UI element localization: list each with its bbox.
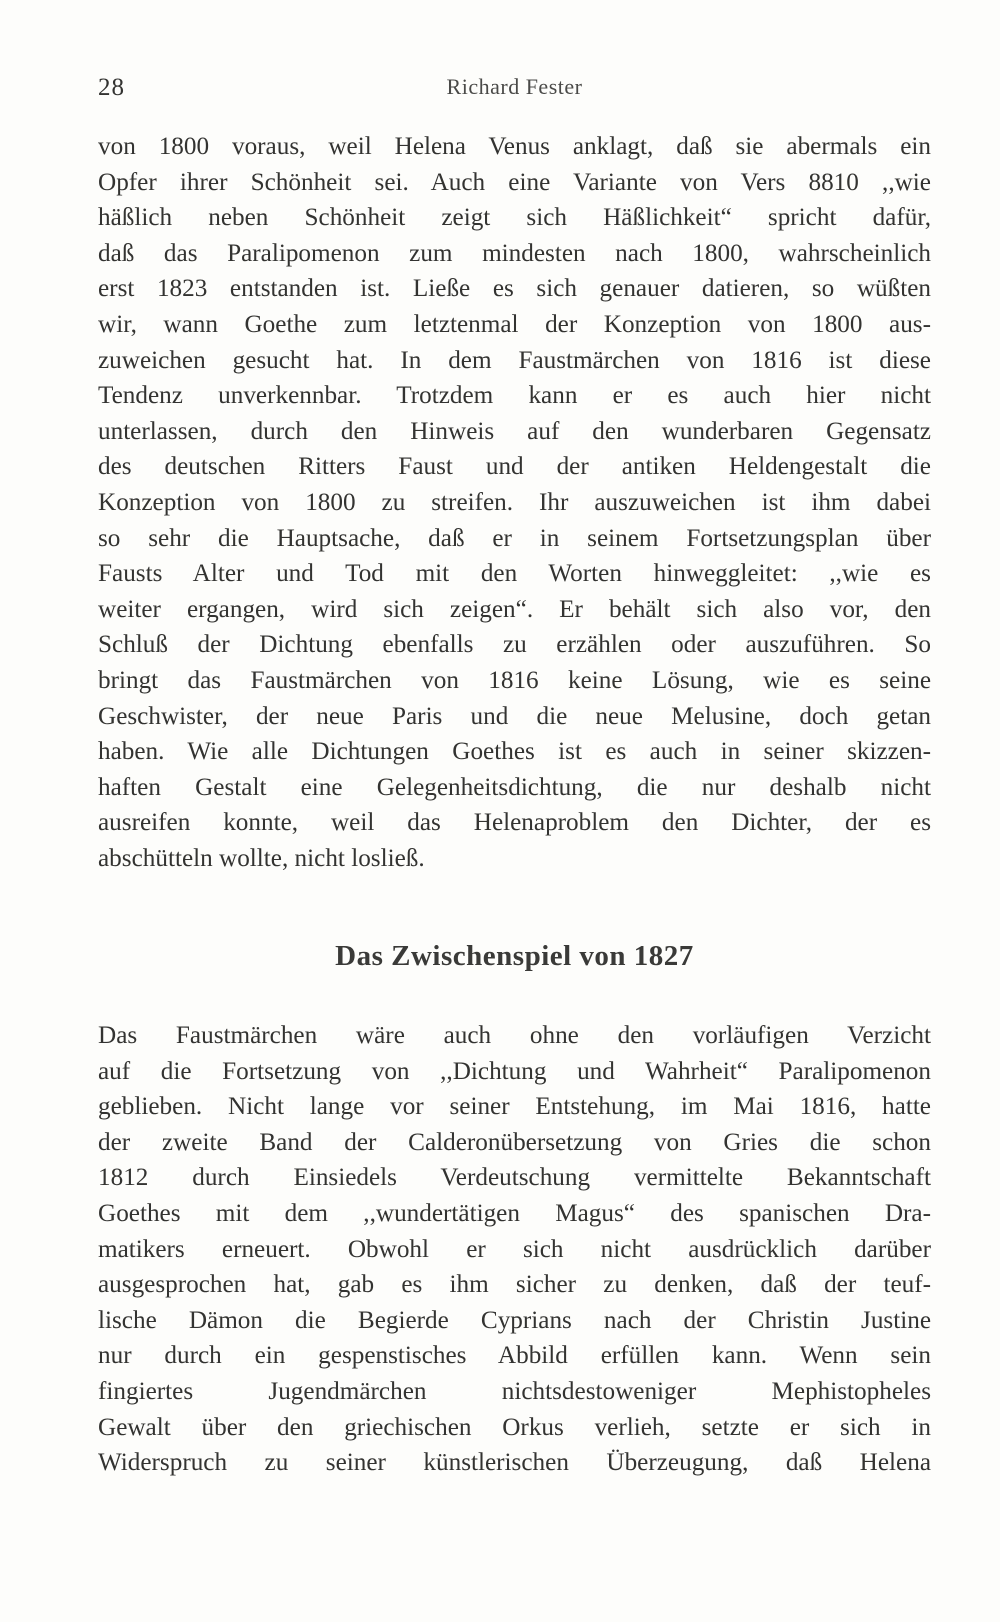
text-line: Schluß der Dichtung ebenfalls zu erzählen oder auszuführen. So	[98, 631, 931, 659]
text-line: 1812 durch Einsiedels Verdeutschung vermittelte Bekanntschaft	[98, 1164, 931, 1192]
text-line: Tendenz unverkennbar. Trotzdem kann er es auch hier nicht	[98, 382, 931, 410]
body-text-bottom	[98, 1018, 931, 1481]
text-line: Goethes mit dem ,,wundertätigen Magus“ des spanischen Dra-	[98, 1199, 931, 1227]
text-line: unterlassen, durch den Hinweis auf den wunderbaren Gegensatz	[98, 417, 931, 445]
text-line: Gewalt über den griechischen Orkus verlieh, setzte er sich in	[98, 1413, 931, 1441]
text-line: Widerspruch zu seiner künstlerischen Überzeugung, daß Helena	[98, 1449, 931, 1477]
text-line: ausgesprochen hat, gab es ihm sicher zu denken, daß der teuf-	[98, 1271, 931, 1299]
text-line: der zweite Band der Calderonübersetzung von Gries die schon	[98, 1128, 931, 1156]
text-line: des deutschen Ritters Faust und der antiken Heldengestalt die	[98, 453, 931, 481]
text-line: daß das Paralipomenon zum mindesten nach 1800, wahrscheinlich	[98, 239, 931, 267]
text-line: Konzeption von 1800 zu streifen. Ihr auszuweichen ist ihm dabei	[98, 488, 931, 516]
text-line: wir, wann Goethe zum letztenmal der Konzeption von 1800 aus-	[98, 310, 931, 338]
page-header	[98, 74, 931, 108]
text-line: ausreifen konnte, weil das Helenaproblem den Dichter, der es	[98, 809, 931, 837]
text-line: auf die Fortsetzung von ,,Dichtung und Wahrheit“ Paralipomenon	[98, 1057, 931, 1085]
text-line: so sehr die Hauptsache, daß er in seinem Fortsetzungsplan über	[98, 524, 931, 552]
text-line: Fausts Alter und Tod mit den Worten hinweggleitet: ,,wie es	[98, 560, 931, 588]
text-line: Geschwister, der neue Paris und die neue Melusine, doch getan	[98, 702, 931, 730]
text-line: Opfer ihrer Schönheit sei. Auch eine Variante von Vers 8810 ,,wie	[98, 168, 931, 196]
text-line: zuweichen gesucht hat. In dem Faustmärchen von 1816 ist diese	[98, 346, 931, 374]
text-line: geblieben. Nicht lange vor seiner Entstehung, im Mai 1816, hatte	[98, 1093, 931, 1121]
text-line: fingiertes Jugendmärchen nichtsdestoweniger Mephistopheles	[98, 1377, 931, 1405]
running-head: Richard Fester	[446, 74, 583, 99]
text-line: lische Dämon die Begierde Cyprians nach der Christin Justine	[98, 1306, 931, 1334]
text-line: erst 1823 entstanden ist. Ließe es sich genauer datieren, so wüßten	[98, 275, 931, 303]
text-line: haben. Wie alle Dichtungen Goethes ist es auch in seiner skizzen-	[98, 738, 931, 766]
text-line: haften Gestalt eine Gelegenheitsdichtung, die nur deshalb nicht	[98, 773, 931, 801]
text-line: matikers erneuert. Obwohl er sich nicht ausdrücklich darüber	[98, 1235, 931, 1263]
text-line: abschütteln wollte, nicht losließ.	[98, 844, 425, 872]
text-line: bringt das Faustmärchen von 1816 keine Lösung, wie es seine	[98, 666, 931, 694]
text-line: Das Faustmärchen wäre auch ohne den vorläufigen Verzicht	[98, 1022, 931, 1049]
body-text-top	[98, 129, 931, 876]
section-heading: Das Zwischenspiel von 1827	[335, 940, 694, 972]
text-line: häßlich neben Schönheit zeigt sich Häßlichkeit“ spricht dafür,	[98, 204, 931, 232]
page-number: 28	[98, 74, 125, 101]
text-line: nur durch ein gespenstisches Abbild erfüllen kann. Wenn sein	[98, 1342, 931, 1370]
text-line: von 1800 voraus, weil Helena Venus anklagt, daß sie abermals ein	[98, 133, 931, 160]
text-line: weiter ergangen, wird sich zeigen“. Er behält sich also vor, den	[98, 595, 931, 623]
